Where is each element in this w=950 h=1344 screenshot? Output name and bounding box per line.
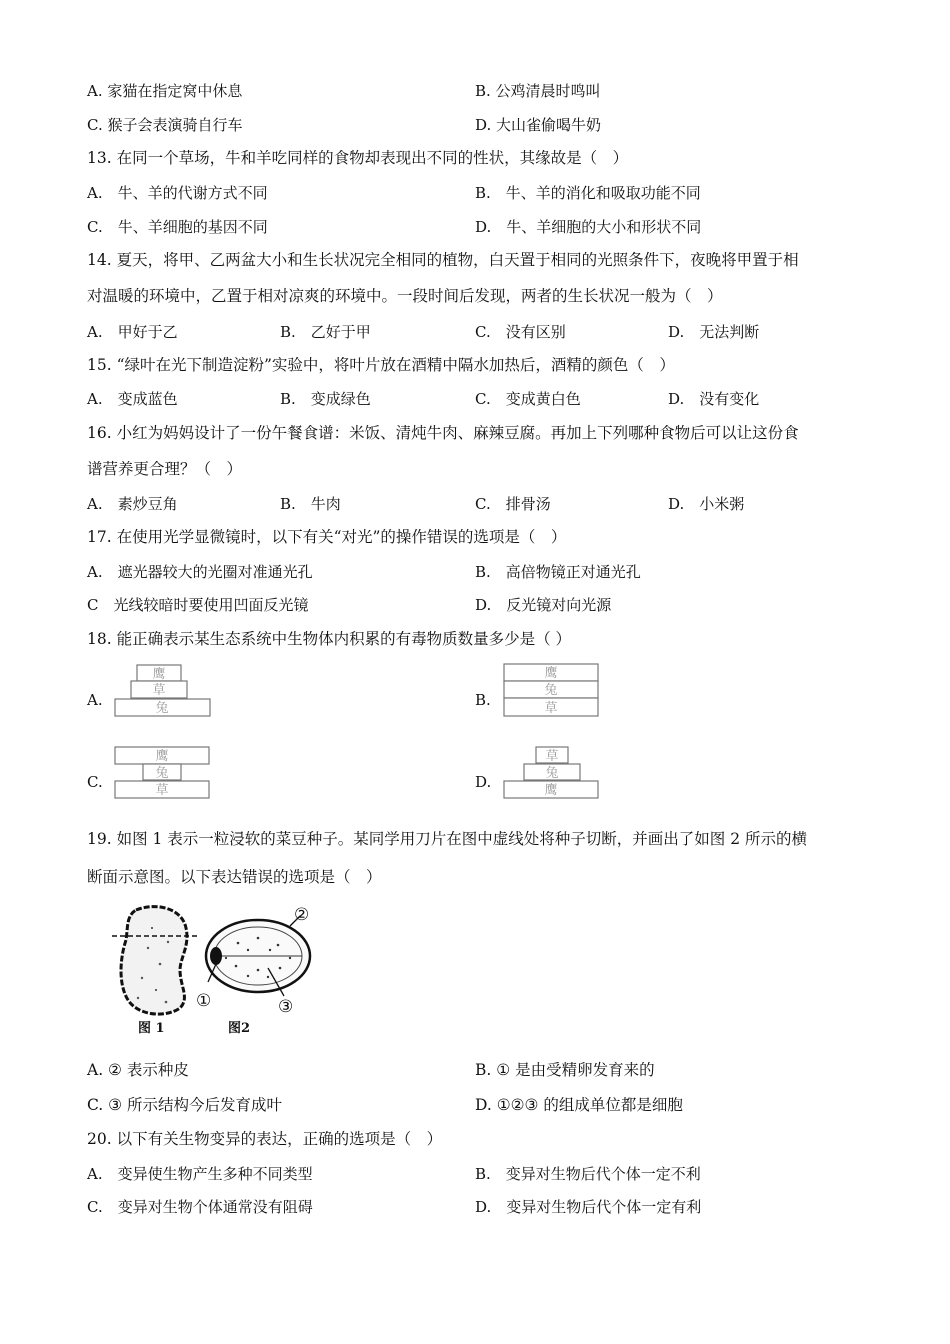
q16-stem-line2: 谱营养更合理？（ ） — [87, 460, 243, 478]
q16-option-a: A. 素炒豆角 — [87, 495, 178, 513]
q17-option-a: A. 遮光器较大的光圈对准通光孔 — [87, 563, 313, 581]
q19-marker-3: ③ — [278, 997, 294, 1017]
q15-stem: 15. “绿叶在光下制造淀粉”实验中，将叶片放在酒精中隔水加热后，酒精的颜色（ ） — [87, 356, 675, 374]
q18-a-block-2: 草 — [152, 683, 166, 698]
q13-option-c: C. 牛、羊细胞的基因不同 — [87, 218, 268, 236]
q15-option-c: C. 变成黄白色 — [475, 390, 581, 408]
q18-pyramid-b — [500, 662, 600, 718]
q18-pyramid-c — [113, 745, 213, 801]
bean-figure-1 — [112, 907, 198, 1015]
q14-option-b: B. 乙好于甲 — [280, 323, 371, 341]
q18-b-block-2: 兔 — [544, 683, 558, 698]
q18-b-block-3: 草 — [544, 701, 558, 716]
q18-option-c-label: C. — [87, 773, 103, 791]
q20-stem: 20. 以下有关生物变异的表达，正确的选项是（ ） — [87, 1130, 443, 1148]
q19-option-b: B. ① 是由受精卵发育来的 — [475, 1061, 655, 1079]
q19-seed-figure — [108, 898, 338, 1038]
q18-option-a-label: A. — [87, 691, 103, 709]
q18-d-block-1: 草 — [545, 749, 559, 764]
q19-option-a: A. ② 表示种皮 — [87, 1061, 189, 1079]
q18-option-b-label: B. — [475, 691, 491, 709]
q17-option-b: B. 高倍物镜正对通光孔 — [475, 563, 641, 581]
q18-option-d-label: D. — [475, 773, 492, 791]
q13-stem: 13. 在同一个草场，牛和羊吃同样的食物却表现出不同的性状，其缘故是（ ） — [87, 149, 629, 167]
q12-option-b: B. 公鸡清晨时鸣叫 — [475, 82, 601, 100]
q17-stem: 17. 在使用光学显微镜时，以下有关“对光”的操作错误的选项是（ ） — [87, 528, 567, 546]
q19-stem-line1: 19. 如图 1 表示一粒浸软的菜豆种子。某同学用刀片在图中虚线处将种子切断，并画出了如图 2 所示的横 — [87, 830, 808, 848]
q13-option-a: A. 牛、羊的代谢方式不同 — [87, 184, 268, 202]
q12-option-c: C. 猴子会表演骑自行车 — [87, 116, 243, 134]
q12-option-d: D. 大山雀偷喝牛奶 — [475, 116, 602, 134]
q12-option-a: A. 家猫在指定窝中休息 — [87, 82, 243, 100]
q20-option-a: A. 变异使生物产生多种不同类型 — [87, 1165, 313, 1183]
q16-option-b: B. 牛肉 — [280, 495, 341, 513]
q14-option-d: D. 无法判断 — [668, 323, 760, 341]
q18-a-block-3: 兔 — [155, 701, 169, 716]
q13-option-b: B. 牛、羊的消化和吸取功能不同 — [475, 184, 701, 202]
q15-option-b: B. 变成绿色 — [280, 390, 371, 408]
q19-option-c: C. ③ 所示结构今后发育成叶 — [87, 1096, 282, 1114]
q18-pyramid-a — [113, 663, 213, 719]
q16-option-d: D. 小米粥 — [668, 495, 745, 513]
q16-option-c: C. 排骨汤 — [475, 495, 551, 513]
q18-d-block-3: 鹰 — [544, 783, 558, 798]
q18-pyramid-d — [500, 745, 600, 801]
q14-stem-line2: 对温暖的环境中，乙置于相对凉爽的环境中。一段时间后发现，两者的生长状况一般为（ ） — [87, 287, 723, 305]
q19-fig1-caption: 图 1 — [138, 1021, 165, 1036]
q17-option-c: C 光线较暗时要使用凹面反光镜 — [87, 596, 309, 614]
q20-option-c: C. 变异对生物个体通常没有阻碍 — [87, 1198, 313, 1216]
q20-option-d: D. 变异对生物后代个体一定有利 — [475, 1198, 702, 1216]
q14-option-a: A. 甲好于乙 — [87, 323, 178, 341]
q16-stem-line1: 16. 小红为妈妈设计了一份午餐食谱：米饭、清炖牛肉、麻辣豆腐。再加上下列哪种食物后可以让这份食 — [87, 424, 799, 442]
q18-stem: 18. 能正确表示某生态系统中生物体内积累的有毒物质数量多少是（ ） — [87, 630, 572, 648]
q14-option-c: C. 没有区别 — [475, 323, 566, 341]
q18-c-block-1: 鹰 — [155, 749, 169, 764]
q18-c-block-3: 草 — [155, 783, 169, 798]
q14-stem-line1: 14. 夏天，将甲、乙两盆大小和生长状况完全相同的植物，白天置于相同的光照条件下，夜晚将甲置于相 — [87, 251, 799, 269]
q19-stem-line2: 断面示意图。以下表达错误的选项是（ ） — [87, 868, 382, 886]
q19-fig2-caption: 图2 — [228, 1021, 251, 1036]
q20-option-b: B. 变异对生物后代个体一定不利 — [475, 1165, 701, 1183]
q15-option-a: A. 变成蓝色 — [87, 390, 178, 408]
q17-option-d: D. 反光镜对向光源 — [475, 596, 612, 614]
q19-marker-2: ② — [294, 905, 310, 925]
q18-a-block-1: 鹰 — [152, 667, 166, 682]
q18-b-block-1: 鹰 — [544, 666, 558, 681]
q18-c-block-2: 兔 — [155, 766, 169, 781]
bean-figure-2 — [206, 916, 310, 996]
q15-option-d: D. 没有变化 — [668, 390, 760, 408]
q13-option-d: D. 牛、羊细胞的大小和形状不同 — [475, 218, 702, 236]
q18-d-block-2: 兔 — [545, 766, 559, 781]
q19-marker-1: ① — [196, 991, 212, 1011]
q19-option-d: D. ①②③ 的组成单位都是细胞 — [475, 1096, 683, 1114]
